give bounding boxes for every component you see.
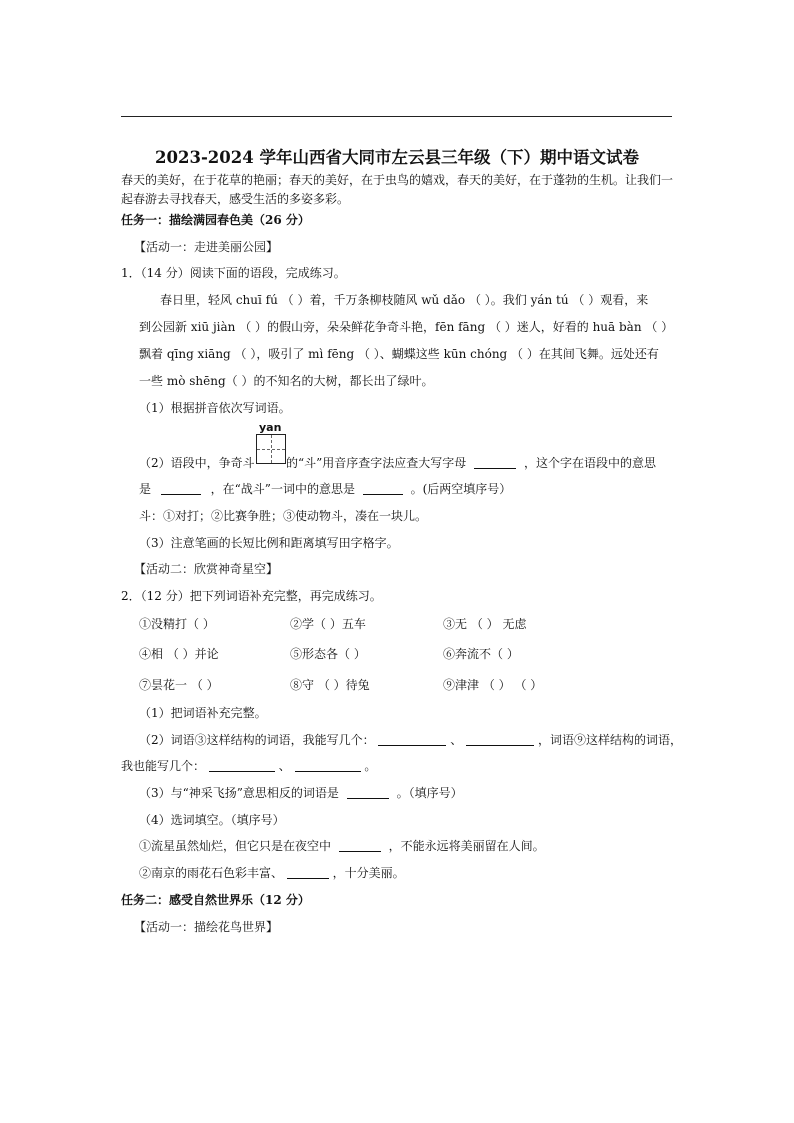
q2-sub2-line2 [121, 758, 376, 774]
q2-sub4-item2-text-b: ，十分美丽。 [332, 866, 405, 880]
tianzige-box[interactable] [256, 434, 286, 464]
q2-header: 2．（12 分）把下列词语补充完整，再完成练习。 [121, 589, 382, 603]
q2-sub3-text-b: 。（填序号） [396, 786, 463, 800]
q2-sub2-text-a: （2）词语③这样结构的词语，我能写几个： [139, 733, 375, 747]
q2-sub3-text-a: （3）与“神采飞扬”意思相反的词语是 [139, 786, 339, 800]
q1-sub2-blank-letter[interactable] [474, 456, 516, 469]
intro-line-1: 春天的美好，在于花草的艳丽；春天的美好，在于虫鸟的嬉戏，春天的美好，在于蓬勃的生机。让我们一 [121, 173, 674, 187]
q1-sub2-text-d: 是 [139, 482, 152, 496]
q2-sub4-blank-2[interactable] [287, 866, 329, 879]
intro-line-2: 起春游去寻找春天，感受生活的多姿多彩。 [121, 192, 350, 206]
q1-sub2-text-f: 。(后两空填序号） [410, 482, 512, 496]
q2-sub2-text-f: 。 [364, 759, 377, 773]
q2-sub4-item2 [139, 865, 405, 881]
q1-sub2-text-b: 的“斗”用音序查字法应查大写字母 [286, 456, 467, 470]
q2-word-7: ⑦昙花一 （ ） [139, 678, 219, 692]
q1-sub2-blank-zhandou[interactable] [363, 482, 403, 495]
q1-sub2-line1 [286, 455, 656, 471]
q2-word-6: ⑥奔流不（ ） [443, 647, 519, 661]
q2-sub4-item1-text-a: ①流星虽然灿烂，但它只是在夜空中 [139, 839, 332, 853]
q1-sub2-text-e: ，在“战斗”一词中的意思是 [210, 482, 355, 496]
task2-heading: 任务二：感受自然世界乐（12 分） [121, 893, 310, 907]
q2-word-5: ⑤形态各（ ） [290, 647, 366, 661]
q2-sub1: （1）把词语补充完整。 [139, 706, 267, 720]
q2-word-4: ④相 （ ）并论 [139, 647, 219, 661]
q1-header: 1．（14 分）阅读下面的语段，完成练习。 [121, 266, 346, 280]
q1-sub2-text-a: （2）语段中，争奇斗 [139, 456, 255, 470]
q2-sub2-blank-3[interactable] [209, 759, 275, 772]
q2-sub2-text-b: 、 [450, 733, 463, 747]
q2-sub2-text-e: 、 [278, 759, 291, 773]
q2-sub2-blank-2[interactable] [466, 733, 534, 746]
header-rule [121, 116, 672, 117]
q1-sub2-options: 斗：①对打；②比赛争胜；③使动物斗，凑在一块儿。 [139, 509, 428, 523]
q2-word-9: ⑨津津 （ ） （ ） [443, 678, 543, 692]
q1-passage-line-2: 到公园新 xiū jiàn （ ）的假山旁，朵朵鲜花争奇斗艳，fēn fāng （ ）迷人，好看的 huā bàn （ ） [139, 320, 674, 334]
q2-word-8: ⑧守 （ ）待兔 [290, 678, 370, 692]
q1-sub2-line2 [139, 481, 511, 497]
q1-passage-line-4: 一些 mò shēng（ ）的不知名的大树，都长出了绿叶。 [139, 374, 434, 388]
activity3-label: 【活动一：描绘花鸟世界】 [134, 920, 279, 934]
q2-sub4-item2-text-a: ②南京的雨花石色彩丰富、 [139, 866, 284, 880]
q2-sub2-blank-4[interactable] [295, 759, 361, 772]
task1-heading: 任务一：描绘满园春色美（26 分） [121, 213, 310, 227]
q2-sub4-item1 [139, 838, 545, 854]
tianzige-pinyin: yan [259, 421, 282, 434]
q2-word-2: ②学（ ）五车 [290, 617, 366, 631]
q1-sub2-blank-meaning[interactable] [161, 482, 201, 495]
q2-sub2-text-c: ，词语⑨这样结构的词语， [537, 733, 682, 747]
exam-title: 2023-2024 学年山西省大同市左云县三年级（下）期中语文试卷 [155, 148, 639, 167]
q2-word-3: ③无 （ ） 无虑 [443, 617, 527, 631]
q1-sub3: （3）注意笔画的长短比例和距离填写田字格字。 [139, 536, 399, 550]
q2-sub2-blank-1[interactable] [378, 733, 446, 746]
activity2-label: 【活动二：欣赏神奇星空】 [134, 562, 279, 576]
q2-sub4-blank-1[interactable] [339, 839, 381, 852]
q1-passage-line-3: 飘着 qīng xiāng （ ），吸引了 mì fēng （ ）、蝴蝶这些 kūn chóng （ ）在其间飞舞。远处还有 [139, 347, 659, 361]
q2-sub3-blank[interactable] [347, 786, 389, 799]
q1-sub1: （1）根据拼音依次写词语。 [139, 401, 291, 415]
q1-passage-line-1: 春日里，轻风 chuī fú （ ）着，千万条柳枝随风 wǔ dǎo （ ）。我们 yán tú （ ）观看，来 [160, 293, 649, 307]
q2-sub2-text-d: 我也能写几个： [121, 759, 206, 773]
q2-sub2-line1 [139, 732, 682, 748]
q2-sub4: （4）选词填空。（填序号） [139, 813, 285, 827]
q2-sub3 [139, 785, 463, 801]
q1-sub2-text-c: ，这个字在语段中的意思 [523, 456, 656, 470]
q2-sub4-item1-text-b: ，不能永远将美丽留在人间。 [388, 839, 545, 853]
activity1-label: 【活动一：走进美丽公园】 [134, 240, 279, 254]
q2-word-1: ①没精打（ ） [139, 617, 215, 631]
